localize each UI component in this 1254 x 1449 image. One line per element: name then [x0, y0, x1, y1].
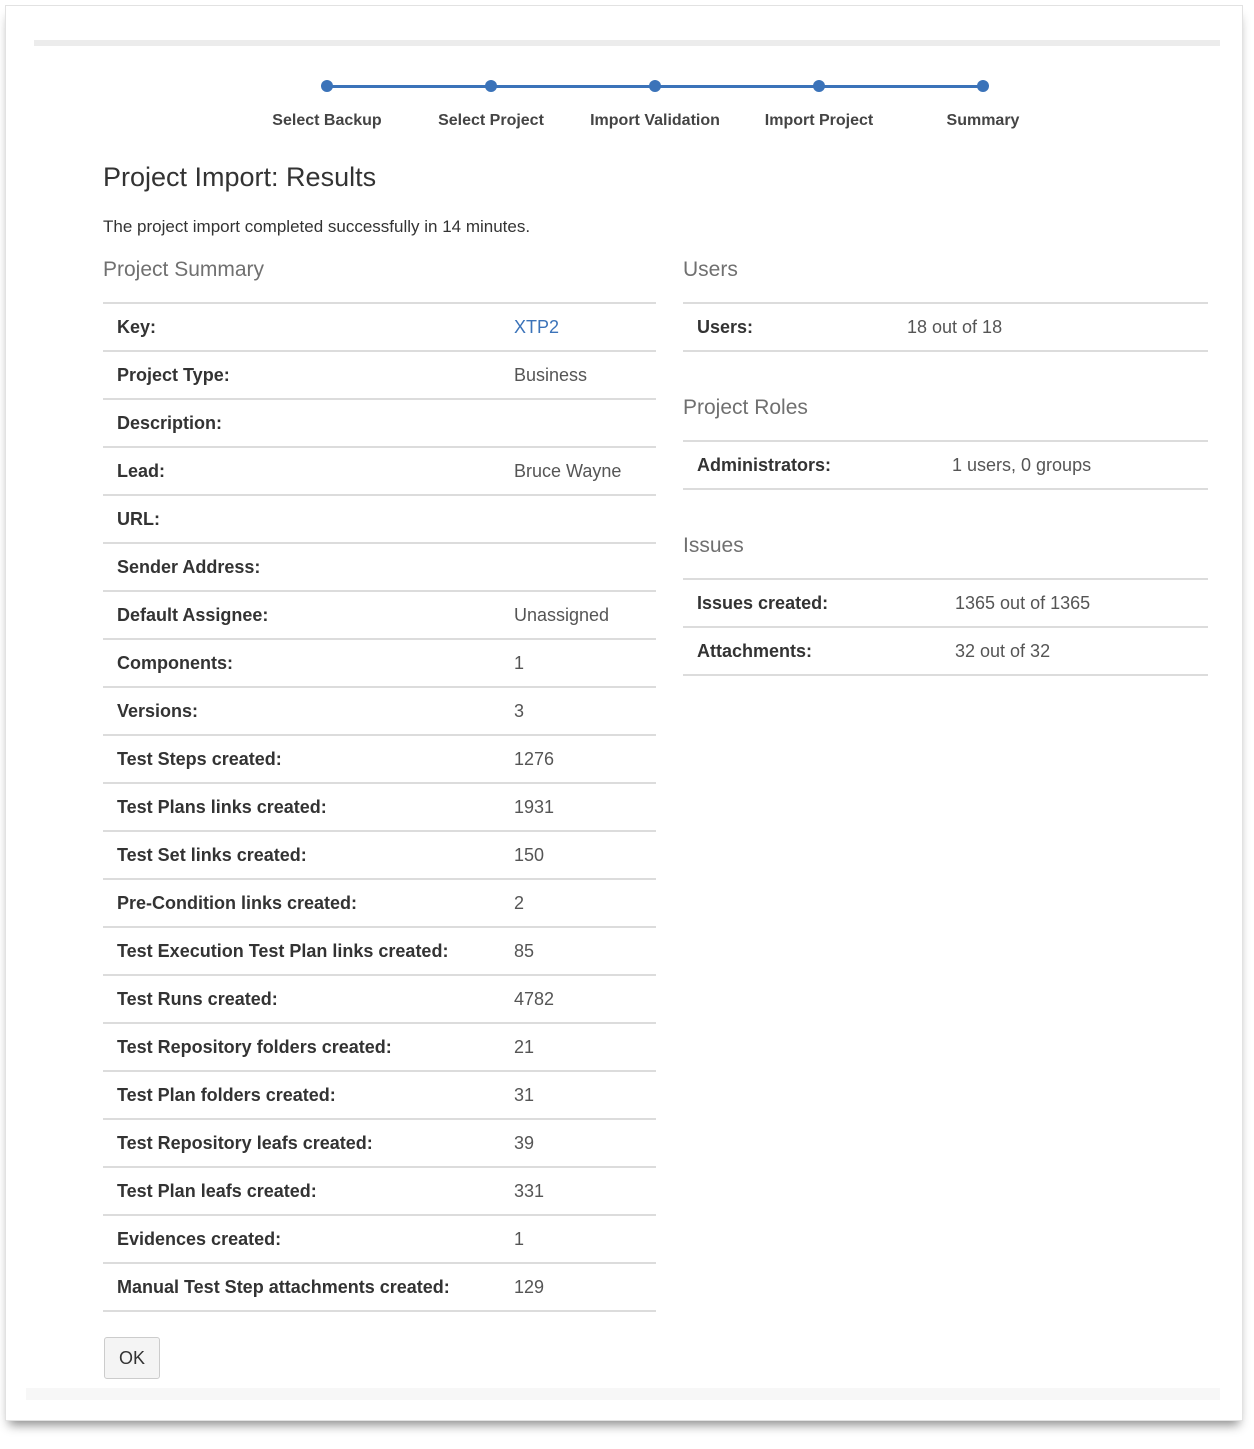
step-dot-icon	[485, 80, 497, 92]
row-value: 4782	[500, 975, 656, 1023]
row-key: Test Steps created:	[103, 735, 500, 783]
row-value	[500, 303, 656, 351]
row-value: 31	[500, 1071, 656, 1119]
row-key: Test Repository leafs created:	[103, 1119, 500, 1167]
step-label: Summary	[946, 112, 1020, 129]
table-row	[683, 441, 1208, 489]
row-value: 32 out of 32	[941, 627, 1208, 675]
row-key: Test Execution Test Plan links created:	[103, 927, 500, 975]
row-key: Lead:	[103, 447, 500, 495]
row-value: 18 out of 18	[893, 303, 1208, 351]
step-dot-icon	[321, 80, 333, 92]
row-value: 2	[500, 879, 656, 927]
row-key: Issues created:	[683, 579, 941, 627]
row-value	[500, 543, 656, 591]
row-key: URL:	[103, 495, 500, 543]
issues-table	[683, 578, 1208, 676]
row-key: Test Runs created:	[103, 975, 500, 1023]
row-key: Administrators:	[683, 441, 938, 489]
step-dot-icon	[813, 80, 825, 92]
table-row	[103, 687, 656, 735]
users-heading: Users	[683, 258, 738, 281]
row-key: Key:	[103, 303, 500, 351]
table-row	[103, 447, 656, 495]
table-row	[103, 1215, 656, 1263]
table-row	[683, 627, 1208, 675]
row-key: Pre-Condition links created:	[103, 879, 500, 927]
table-row	[103, 879, 656, 927]
step-select-backup	[242, 78, 412, 130]
row-value: Business	[500, 351, 656, 399]
step-import-project	[734, 78, 904, 130]
step-dot-icon	[649, 80, 661, 92]
table-row	[103, 591, 656, 639]
users-table	[683, 302, 1208, 352]
row-value: 331	[500, 1167, 656, 1215]
row-key: Versions:	[103, 687, 500, 735]
row-key: Project Type:	[103, 351, 500, 399]
project-summary-heading: Project Summary	[103, 258, 265, 281]
row-value: 150	[500, 831, 656, 879]
table-row	[103, 831, 656, 879]
step-dot-icon	[977, 80, 989, 92]
progress-tracker	[0, 0, 1254, 140]
table-row	[103, 543, 656, 591]
table-row	[103, 1263, 656, 1311]
row-key: Users:	[683, 303, 893, 351]
row-value: 1 users, 0 groups	[938, 441, 1208, 489]
step-select-project	[406, 78, 576, 130]
row-key: Test Plan folders created:	[103, 1071, 500, 1119]
table-row	[103, 639, 656, 687]
step-label: Import Validation	[590, 112, 720, 129]
row-value: Unassigned	[500, 591, 656, 639]
table-row	[103, 1071, 656, 1119]
row-value: 39	[500, 1119, 656, 1167]
row-value: 1931	[500, 783, 656, 831]
row-value: 1	[500, 1215, 656, 1263]
row-value: 1365 out of 1365	[941, 579, 1208, 627]
table-row	[683, 579, 1208, 627]
ok-button[interactable]: OK	[104, 1337, 160, 1379]
row-value: 85	[500, 927, 656, 975]
row-key: Components:	[103, 639, 500, 687]
row-value: 129	[500, 1263, 656, 1311]
row-key: Default Assignee:	[103, 591, 500, 639]
project-key-link[interactable]: XTP2	[514, 316, 560, 337]
page-title: Project Import: Results	[103, 162, 377, 192]
project-summary-table	[103, 302, 656, 1312]
row-key: Description:	[103, 399, 500, 447]
row-key: Test Plans links created:	[103, 783, 500, 831]
project-roles-heading: Project Roles	[683, 396, 808, 419]
table-row	[103, 1119, 656, 1167]
table-row	[103, 783, 656, 831]
row-value: 1	[500, 639, 656, 687]
row-key: Attachments:	[683, 627, 941, 675]
project-roles-table	[683, 440, 1208, 490]
table-row	[103, 495, 656, 543]
table-row	[683, 303, 1208, 351]
row-value: Bruce Wayne	[500, 447, 656, 495]
table-row	[103, 927, 656, 975]
issues-heading: Issues	[683, 534, 744, 557]
table-row	[103, 303, 656, 351]
row-value: 3	[500, 687, 656, 735]
row-key: Test Plan leafs created:	[103, 1167, 500, 1215]
step-summary	[898, 78, 1068, 130]
row-key: Test Repository folders created:	[103, 1023, 500, 1071]
row-key: Evidences created:	[103, 1215, 500, 1263]
row-value: 21	[500, 1023, 656, 1071]
step-label: Select Backup	[272, 112, 382, 129]
table-row	[103, 351, 656, 399]
step-import-validation	[570, 78, 740, 130]
row-value	[500, 495, 656, 543]
row-value	[500, 399, 656, 447]
table-row	[103, 735, 656, 783]
table-row	[103, 1023, 656, 1071]
table-row	[103, 1167, 656, 1215]
step-label: Import Project	[764, 112, 874, 129]
row-key: Test Set links created:	[103, 831, 500, 879]
step-label: Select Project	[438, 112, 544, 129]
footer-band	[26, 1388, 1220, 1400]
success-message: The project import completed successfully in 14 minutes.	[103, 217, 531, 236]
row-key: Manual Test Step attachments created:	[103, 1263, 500, 1311]
row-value: 1276	[500, 735, 656, 783]
table-row	[103, 975, 656, 1023]
table-row	[103, 399, 656, 447]
row-key: Sender Address:	[103, 543, 500, 591]
